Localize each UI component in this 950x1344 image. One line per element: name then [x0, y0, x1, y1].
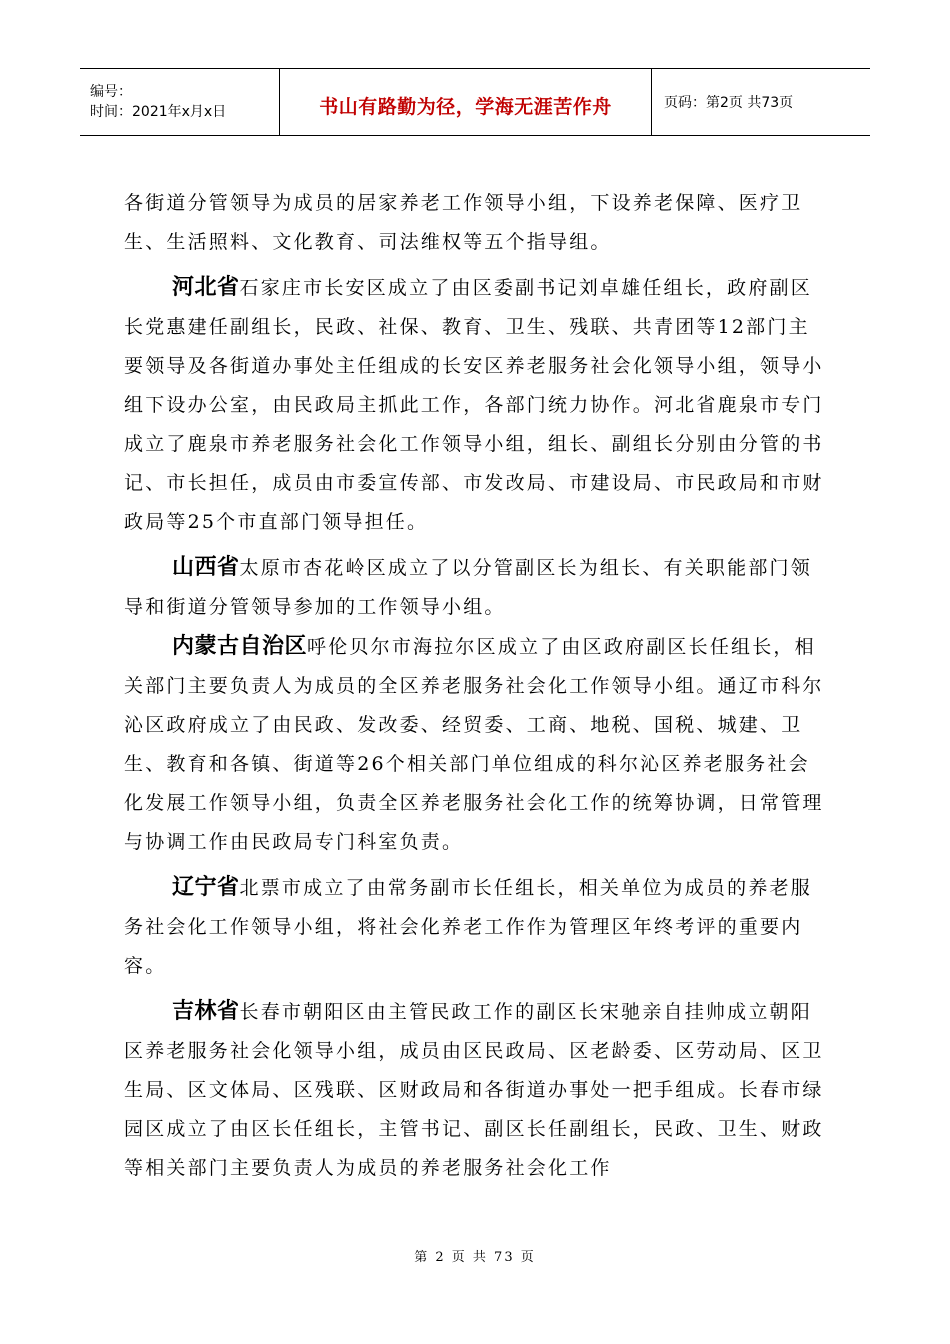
- paragraph-jilin: [124, 992, 826, 1188]
- province-heading: 辽宁省: [172, 875, 240, 900]
- footer-page-number: 第 2 页 共 73 页: [414, 1250, 536, 1265]
- motto: 书山有路勤为径，学海无涯苦作舟: [319, 95, 612, 118]
- paragraph-text: 呼伦贝尔市海拉尔区成立了由区政府副区长任组长，相关部门主要负责人为成员的全区养老服务社会化工作领导小组。通辽市科尔沁区政府成立了由民政、发改委、经贸委、工商、地税、国税、城建、卫生、教育和各镇、街道等26个相关部门单位组成的科尔沁区养老服务社会化发展工作领导小组，负责全区养老服务社会化工作的统筹协调，日常管理与协调工作由民政局专门科室负责。: [124, 636, 824, 853]
- paragraph-continued: [124, 184, 826, 262]
- paragraph-text: 长春市朝阳区由主管民政工作的副区长宋驰亲自挂帅成立朝阳区养老服务社会化领导小组，成员由区民政局、区老龄委、区劳动局、区卫生局、区文体局、区残联、区财政局和各街道办事处一把手组成。长春市绿园区成立了由区长任组长，主管书记、副区长任副组长，民政、卫生、财政等相关部门主要负责人为成员的养老服务社会化工作: [124, 1001, 824, 1179]
- paragraph-shanxi: [124, 548, 826, 627]
- paragraph-inner-mongolia: [124, 627, 826, 862]
- number-label: 编号：: [90, 84, 132, 100]
- paragraph-hebei: [124, 268, 826, 542]
- province-heading: 山西省: [172, 555, 240, 580]
- page-footer: [0, 1246, 950, 1265]
- paragraph-text: 北票市成立了由常务副市长任组长，相关单位为成员的养老服务社会化工作领导小组，将社会化养老工作作为管理区年终考评的重要内容。: [124, 877, 812, 977]
- province-heading: 吉林省: [172, 999, 240, 1024]
- header-table: [80, 68, 870, 136]
- page-code: 页码：第2页 共73页: [664, 95, 794, 111]
- document-body: [124, 184, 826, 1188]
- province-heading: 内蒙古自治区: [172, 634, 308, 659]
- header-page-cell: [652, 69, 870, 135]
- header-meta: [80, 69, 280, 135]
- paragraph-text: 太原市杏花岭区成立了以分管副区长为组长、有关职能部门领导和街道分管领导参加的工作领导小组。: [124, 557, 812, 618]
- time-label: 时间：2021年x月x日: [90, 104, 227, 120]
- paragraph-liaoning: [124, 868, 826, 986]
- paragraph-text: 各街道分管领导为成员的居家养老工作领导小组，下设养老保障、医疗卫生、生活照料、文化教育、司法维权等五个指导组。: [124, 192, 803, 253]
- header-motto-cell: [280, 69, 652, 135]
- paragraph-text: 石家庄市长安区成立了由区委副书记刘卓雄任组长，政府副区长党惠建任副组长，民政、社保、教育、卫生、残联、共青团等12部门主要领导及各街道办事处主任组成的长安区养老服务社会化领导小组，领导小组下设办公室，由民政局主抓此工作，各部门统力协作。河北省鹿泉市专门成立了鹿泉市养老服务社会化工作领导小组，组长、副组长分别由分管的书记、市长担任，成员由市委宣传部、市发改局、市建设局、市民政局和市财政局等25个市直部门领导担任。: [124, 277, 824, 533]
- province-heading: 河北省: [172, 275, 240, 300]
